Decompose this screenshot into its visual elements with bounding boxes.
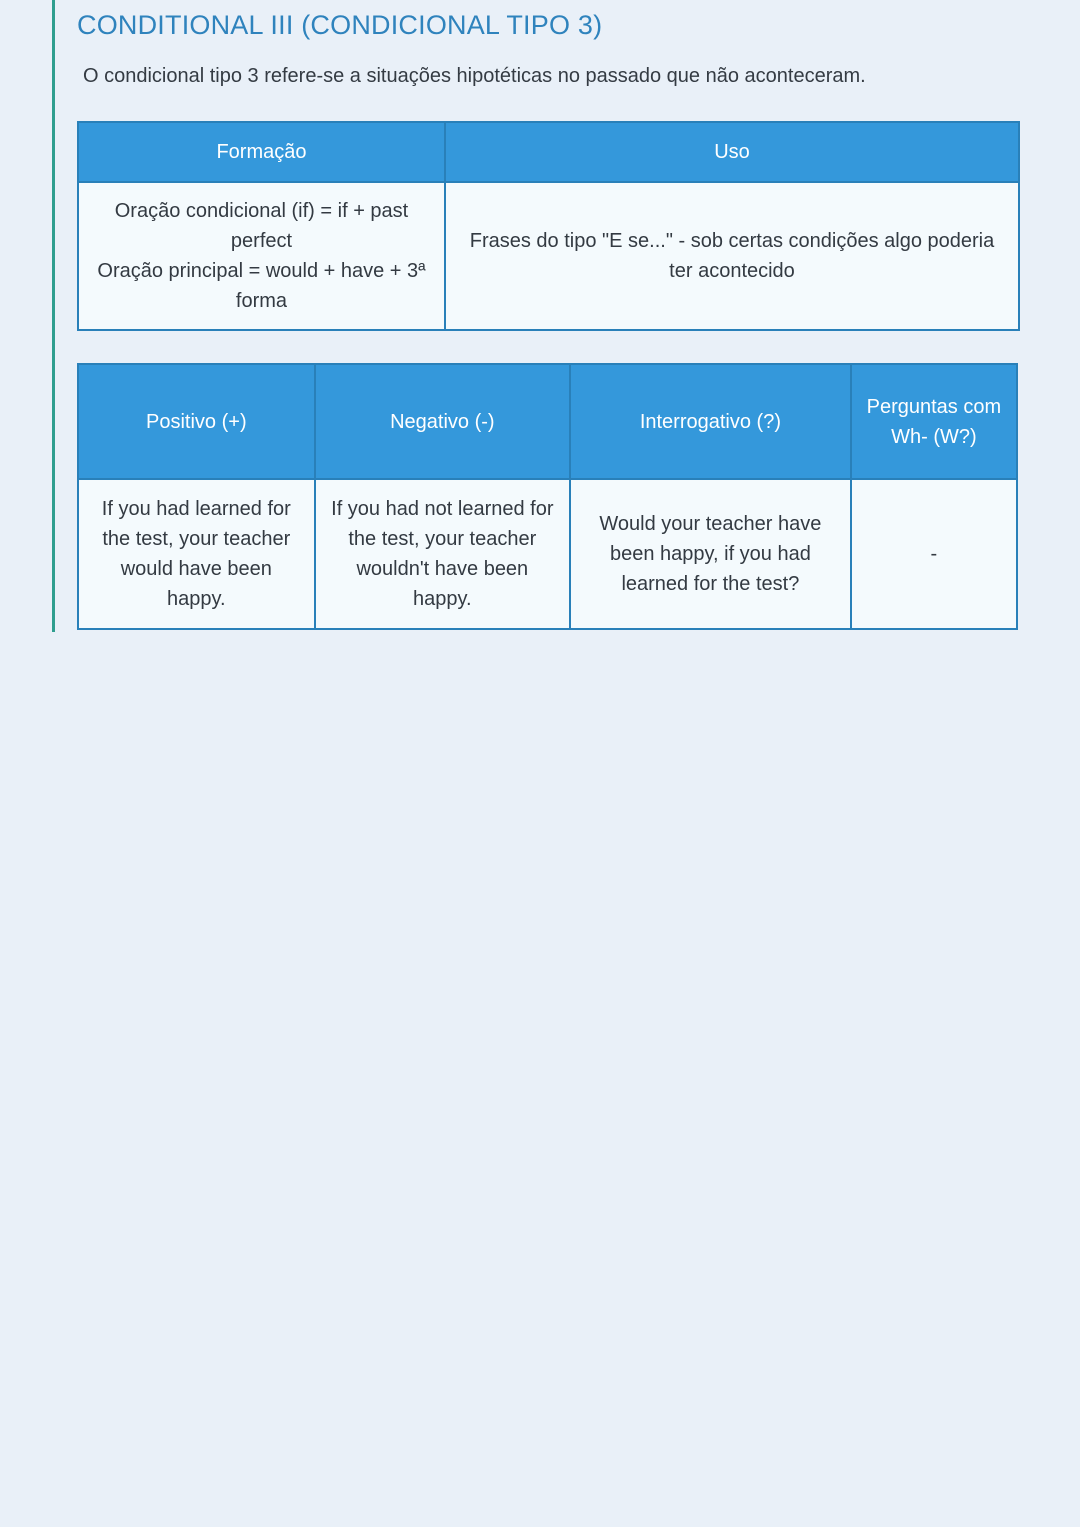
negative-example-cell: If you had not learned for the test, your teacher wouldn't have been happy. <box>315 479 570 629</box>
examples-table <box>77 363 1018 630</box>
examples-table-header-row <box>78 364 1017 479</box>
usage-cell: Frases do tipo "E se..." - sob certas condições algo poderia ter acontecido <box>445 182 1019 330</box>
formation-cell <box>78 182 445 330</box>
section-description: O condicional tipo 3 refere-se a situações hipotéticas no passado que não aconteceram. <box>83 65 866 87</box>
formation-table-header-row <box>78 122 1019 182</box>
negative-column-header: Negativo (-) <box>315 364 570 479</box>
usage-column-header: Uso <box>445 122 1019 182</box>
formation-rule-if-clause: Oração condicional (if) = if + past perfect <box>114 200 409 252</box>
interrogative-column-header: Interrogativo (?) <box>570 364 851 479</box>
formation-rule-main-clause: Oração principal = would + have + 3ª forma <box>97 260 426 312</box>
content-area <box>77 0 1020 630</box>
formation-table-body-row <box>78 182 1019 330</box>
wh-questions-column-header: Perguntas com Wh- (W?) <box>851 364 1017 479</box>
examples-table-body-row <box>78 479 1017 629</box>
left-accent-line <box>52 0 55 632</box>
formation-usage-table <box>77 121 1020 331</box>
positive-column-header: Positivo (+) <box>78 364 315 479</box>
formation-column-header: Formação <box>78 122 445 182</box>
wh-example-cell: - <box>851 479 1017 629</box>
section-title: CONDITIONAL III (CONDICIONAL TIPO 3) <box>77 10 603 40</box>
interrogative-example-cell: Would your teacher have been happy, if you had learned for the test? <box>570 479 851 629</box>
positive-example-cell: If you had learned for the test, your teacher would have been happy. <box>78 479 315 629</box>
